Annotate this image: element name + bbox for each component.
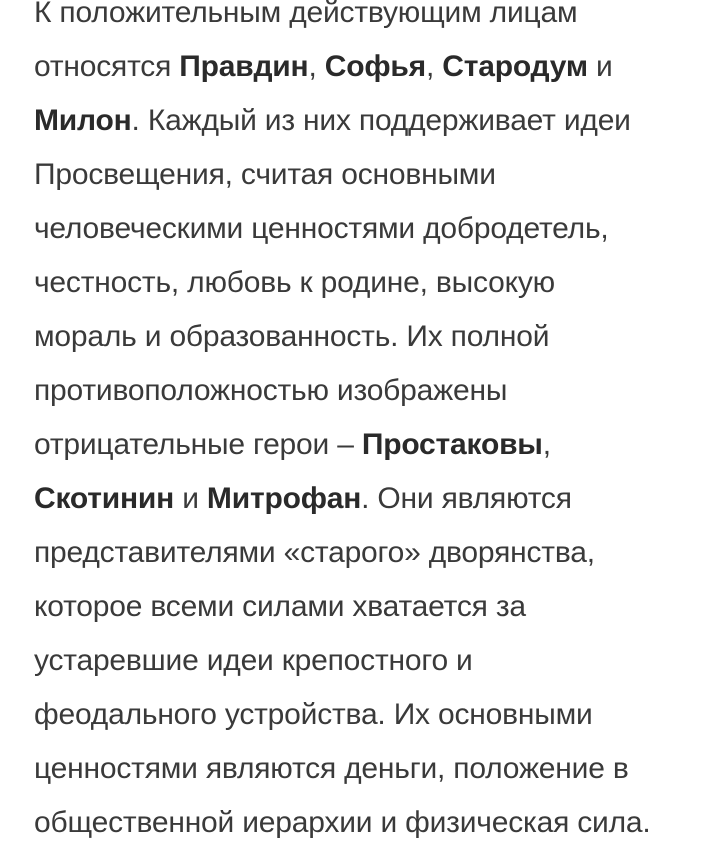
character-name-sofya: Софья [324,50,426,83]
text-segment: феодального устройства. Их основными [34,698,593,731]
text-segment: устаревшие идеи крепостного и [34,644,473,677]
text-line-2 [34,40,704,94]
text-segment: и [174,482,207,515]
character-name-prostakovy: Простаковы [361,428,543,461]
text-segment: . Они являются [361,482,572,515]
character-name-pravdin: Правдин [179,50,309,83]
text-line-5 [34,202,704,256]
text-segment: отрицательные герои – [34,428,362,461]
text-line-12 [34,580,704,634]
text-line-4 [34,148,704,202]
text-segment: которое всеми силами хватается за [34,590,526,623]
article-paragraph [34,0,704,850]
text-segment: и [587,50,613,83]
text-line-1 [34,0,704,40]
text-segment: человеческими ценностями добродетель, [34,212,609,245]
text-segment: честность, любовь к родине, высокую [34,266,555,299]
text-line-14 [34,688,704,742]
text-line-6 [34,256,704,310]
text-segment: . Каждый из них поддерживает идеи [131,104,631,137]
text-line-7 [34,310,704,364]
text-line-15 [34,742,704,796]
character-name-skotinin: Скотинин [34,482,175,515]
text-line-16 [34,796,704,850]
text-segment: , [308,50,325,83]
text-line-11 [34,526,704,580]
text-segment: Просвещения, считая основными [34,158,496,191]
text-segment: , [425,50,443,83]
text-segment: , [542,428,551,461]
character-name-milon: Милон [34,104,132,137]
text-line-10 [34,472,704,526]
text-segment: представителями «старого» дворянства, [34,536,595,569]
text-segment: относятся [34,50,180,83]
text-segment: ценностями являются деньги, положение в [34,752,629,785]
text-line-8 [34,364,704,418]
text-segment: мораль и образованность. Их полной [34,320,550,353]
text-line-13 [34,634,704,688]
text-line-3 [34,94,704,148]
text-line-9 [34,418,704,472]
character-name-mitrofan: Митрофан [206,482,362,515]
character-name-starodum: Стародум [442,50,588,83]
text-segment: К положительным действующим лицам [34,0,578,29]
text-segment: противоположностью изображены [34,374,508,407]
text-segment: общественной иерархии и физическая сила. [34,806,651,839]
